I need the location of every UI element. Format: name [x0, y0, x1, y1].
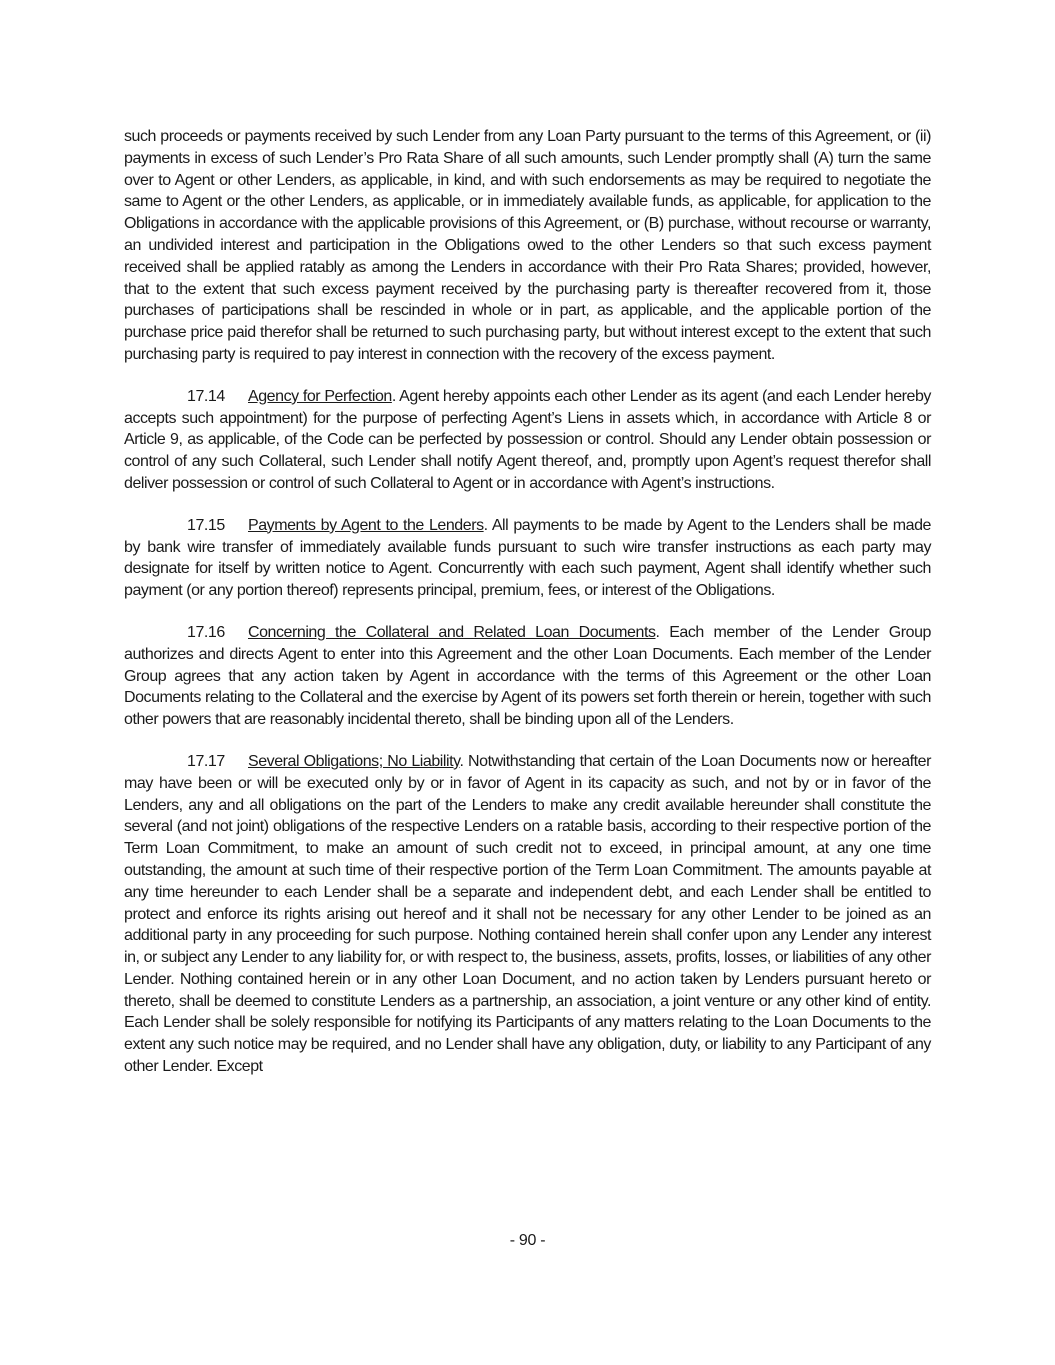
continuation-paragraph: such proceeds or payments received by such Lender from any Loan Party pursuant to the terms of this Agreement, or (ii) payments in excess of such Lender’s Pro Rata Share of all such amounts, such Lender promptly shall (A) turn the same over to Agent or other Lenders, as applicable, in kind, and with such endorsements as may be required to negotiate the same to Agent or the other Lenders, as applicable, or in immediately available funds, as applicable, for application to the Obligations in accordance with the applicable provisions of this Agreement, or (B) purchase, without recourse or warranty, an undivided interest and participation in the Obligations owed to the other Lenders so that such excess payment received shall be applied ratably as among the Lenders in accordance with their Pro Rata Shares; provided, however, that to the extent that such excess payment received by the purchasing party is thereafter recovered from it, those purchases of participations shall be rescinded in whole or in part, as applicable, and the applicable portion of the purchase price paid therefor shall be returned to such purchasing party, but without interest except to the extent that such purchasing party is required to pay interest in connection with the recovery of the excess payment.: [124, 128, 931, 363]
section-17-14: [124, 386, 931, 495]
section-body: . Each member of the Lender Group authorizes and directs Agent to enter into this Agreement and the other Loan Documents. Each member of the Lender Group agrees that any action taken by Agent in accordance with the terms of this Agreement or the other Loan Documents relating to the Collateral and the exercise by Agent of its powers set forth therein or herein, together with such other powers that are reasonably incidental thereto, shall be binding upon all of the Lenders.: [124, 623, 931, 729]
section-number: 17.17: [187, 752, 225, 770]
section-number: 17.16: [187, 623, 225, 641]
section-17-17: [124, 751, 931, 1078]
section-number: 17.15: [187, 516, 225, 534]
section-17-16: [124, 622, 931, 731]
page-number: - 90 -: [509, 1232, 546, 1249]
section-17-15: [124, 515, 931, 602]
section-number: 17.14: [187, 387, 225, 405]
section-heading: Agency for Perfection: [248, 387, 392, 405]
section-heading: Several Obligations; No Liability: [248, 752, 460, 770]
section-body: . Notwithstanding that certain of the Loan Documents now or hereafter may have been or will be executed only by or in favor of Agent in its capacity as such, and not by or in favor of the Lenders, any and all obligations on the part of the Lenders to make any credit available hereunder shall constitute the several (and not joint) obligations of the respective Lenders on a ratable basis, according to their respective portion of the Term Loan Commitment, to make an amount of such credit not to exceed, in principal amount, at any one time outstanding, the amount at such time of their respective portion of the Term Loan Commitment. The amounts payable at any time hereunder to each Lender shall be a separate and independent debt, and each Lender shall be entitled to protect and enforce its rights arising out hereof and it shall not be necessary for any other Lender to be joined as an additional party in any proceeding for such purpose. Nothing contained herein shall confer upon any Lender any interest in, or subject any Lender to any liability for, or with respect to, the business, assets, profits, losses, or liabilities of any other Lender. Nothing contained herein or in any other Loan Document, and no action taken by Lenders pursuant hereto or thereto, shall be deemed to constitute Lenders as a partnership, an association, a joint venture or any other kind of entity. Each Lender shall be solely responsible for notifying its Participants of any matters relating to the Loan Documents to the extent any such notice may be required, and no Lender shall have any obligation, duty, or liability to any Participant of any other Lender. Except: [124, 752, 932, 1076]
document-page: [124, 126, 931, 1078]
section-body: . Agent hereby appoints each other Lender as its agent (and each Lender hereby accepts such appointment) for the purpose of perfecting Agent’s Liens in assets which, in accordance with Article 8 or Article 9, as applicable, of the Code can be perfected by possession or control. Should any Lender obtain possession or control of any such Collateral, such Lender shall notify Agent thereof, and, promptly upon Agent’s request therefor shall deliver possession or control of such Collateral to Agent or in accordance with Agent’s instructions.: [124, 387, 931, 492]
section-heading: Payments by Agent to the Lenders: [248, 516, 484, 534]
section-heading: Concerning the Collateral and Related Loan Documents: [248, 623, 656, 641]
section-body: . All payments to be made by Agent to the Lenders shall be made by bank wire transfer of immediately available funds pursuant to such wire transfer instructions as each party may designate for itself by written notice to Agent. Concurrently with each such payment, Agent shall identify whether such payment (or any portion thereof) represents principal, premium, fees, or interest of the Obligations.: [124, 516, 931, 600]
